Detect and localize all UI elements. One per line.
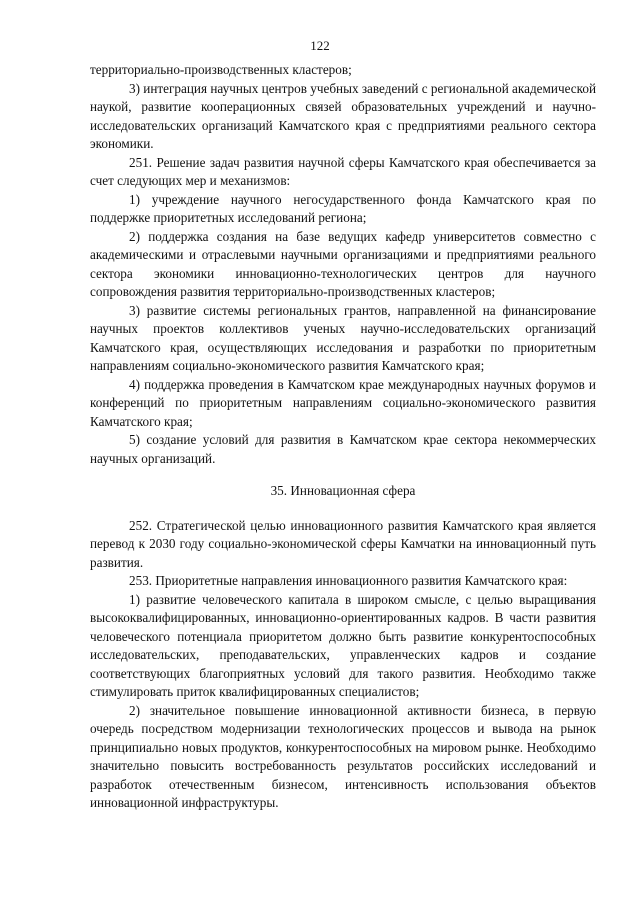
paragraph-item-4-forums: 4) поддержка проведения в Камчатском крае международных научных форумов и конференций по приоритетным направлениям социально-экономического развития Камчатского края; [90,376,596,429]
paragraph-item-2-business-activity: 2) значительное повышение инновационной активности бизнеса, в первую очередь посредством модернизации технологических процессов и вывода на рынок принципиально новых продуктов, конкурентоспособных на мировом рынке. Необходимо значительно повысить востребованность результатов российских исследований и разработок отечественным бизнесом, интенсивность использования объектов инновационной инфраструктуры. [90,702,596,810]
paragraph-continuation: территориально-производственных кластеров; [90,62,352,77]
paragraph-item-3-grants: 3) развитие системы региональных грантов, направленной на финансирование научных проектов коллективов ученых научно-исследовательских организаций Камчатского края, осуществляющих исследования и разработки по приоритетным направлениям социально-экономического развития Камчатского края; [90,302,596,373]
paragraph-253: 253. Приоритетные направления инновационного развития Камчатского края: [129,573,568,588]
paragraph-item-3-integration: 3) интеграция научных центров учебных заведений с региональной академической наукой, развитие кооперационных связей образовательных учреждений и научно-исследовательских организаций Камчатского края с предприятиями реального сектора экономики. [90,80,596,151]
paragraph-item-1-fund: 1) учреждение научного негосударственного фонда Камчатского края по поддержке приоритетных исследований региона; [90,191,596,225]
paragraph-item-1-human-capital: 1) развитие человеческого капитала в широком смысле, с целью выращивания высококвалифицированных, инновационно-ориентированных кадров. В части развития человеческого потенциала приоритетом должно быть развитие конкурентоспособных исследовательских, преподавательских, управленческих кадров и создание соответствующих благоприятных условий для такого развития. Необходимо также стимулировать приток квалифицированных специалистов; [90,591,596,699]
page-body [90,61,596,813]
paragraph-252: 252. Стратегической целью инновационного развития Камчатского края является перевод к 2030 году социально-экономической сферы Камчатки на инновационный путь развития. [90,517,596,570]
paragraph-item-5-sector: 5) создание условий для развития в Камчатском крае сектора некоммерческих научных организаций. [90,432,596,466]
paragraph-251: 251. Решение задач развития научной сферы Камчатского края обеспечивается за счет следующих мер и механизмов: [90,154,596,188]
section-heading: 35. Инновационная сфера [270,483,416,498]
page-number: 122 [310,38,330,53]
paragraph-item-2-centers: 2) поддержка создания на базе ведущих кафедр университетов совместно с академическими и отраслевыми научными организациями и предприятиями реального сектора экономики инновационно-технологических центров для научного сопровождения развития территориально-производственных кластеров; [90,228,596,299]
